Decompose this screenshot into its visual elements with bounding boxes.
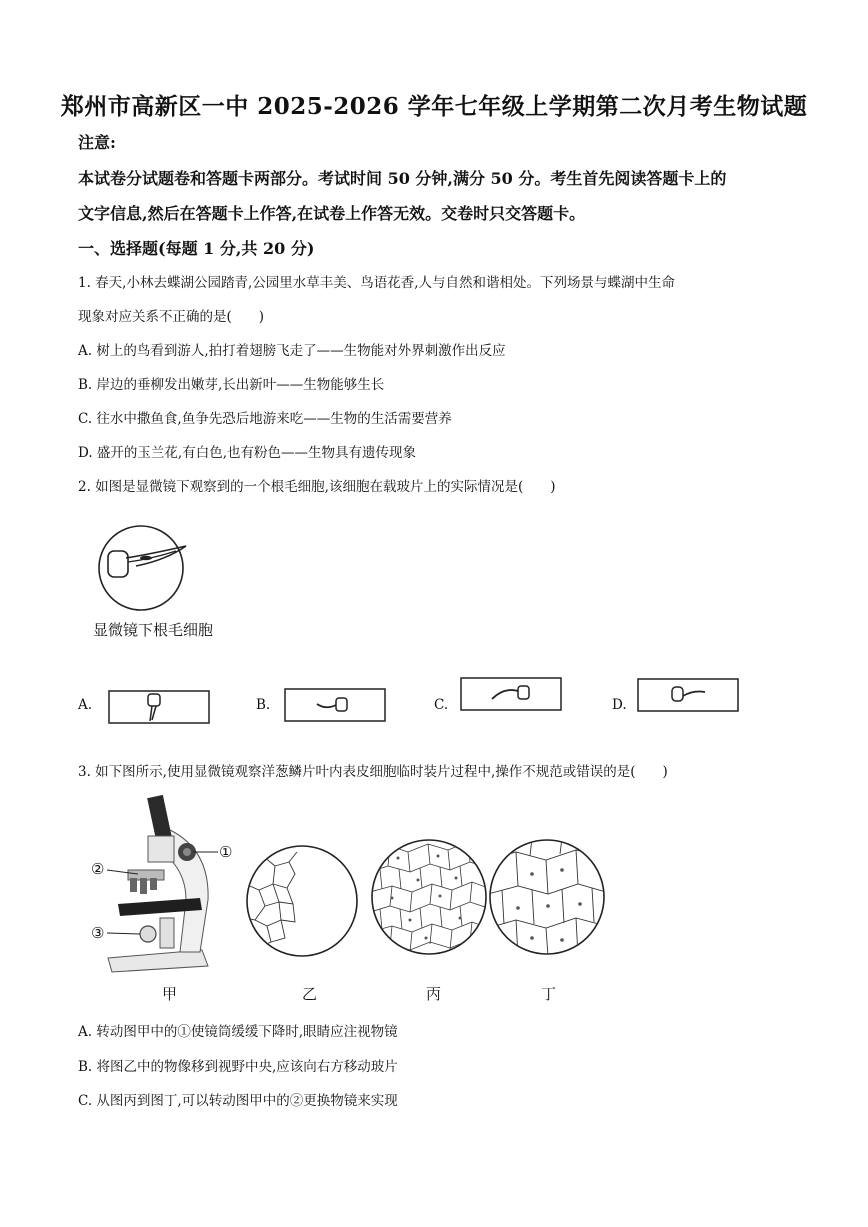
q2-option-a-figure: [108, 690, 210, 724]
section-heading: 一、选择题(每题 1 分,共 20 分): [78, 239, 315, 258]
notice-line-2: 文字信息,然后在答题卡上作答,在试卷上作答无效。交卷时只交答题卡。: [78, 204, 586, 223]
q2-option-b-label: B.: [256, 697, 271, 713]
view-ding-figure: [488, 838, 606, 956]
q2-option-c-label: C.: [434, 697, 449, 713]
q2-stem: 2. 如图是显微镜下观察到的一个根毛细胞,该细胞在载玻片上的实际情况是( ): [78, 479, 556, 495]
q1-option-d: D. 盛开的玉兰花,有白色,也有粉色——生物具有遗传现象: [78, 445, 417, 461]
label-ding: 丁: [541, 985, 557, 1003]
notice-heading: 注意:: [78, 133, 116, 152]
q2-option-d-label: D.: [612, 697, 627, 713]
marker-2: ②: [91, 860, 105, 878]
microscope-figure: [90, 790, 250, 980]
label-bing: 丙: [426, 985, 442, 1003]
q1-option-b: B. 岸边的垂柳发出嫩芽,长出新叶——生物能够生长: [78, 377, 385, 393]
q2-option-c-figure: [460, 677, 562, 711]
view-yi-figure: [245, 844, 359, 958]
q3-option-c: C. 从图丙到图丁,可以转动图甲中的②更换物镜来实现: [78, 1093, 398, 1109]
q3-option-b: B. 将图乙中的物像移到视野中央,应该向右方移动玻片: [78, 1059, 398, 1075]
label-jia: 甲: [162, 985, 178, 1003]
view-bing-figure: [370, 838, 488, 956]
q2-option-a-label: A.: [78, 697, 93, 713]
q2-option-b-figure: [284, 688, 386, 722]
q2-figure-caption: 显微镜下根毛细胞: [93, 621, 214, 639]
q3-option-a: A. 转动图甲中的①使镜筒缓缓下降时,眼睛应注视物镜: [78, 1024, 398, 1040]
root-hair-cell-figure: [96, 524, 196, 614]
q1-option-c: C. 往水中撒鱼食,鱼争先恐后地游来吃——生物的生活需要营养: [78, 411, 452, 427]
marker-3: ③: [91, 924, 105, 942]
q2-option-d-figure: [637, 678, 739, 712]
label-yi: 乙: [302, 985, 318, 1003]
notice-line-1: 本试卷分试题卷和答题卡两部分。考试时间 50 分钟,满分 50 分。考生首先阅读答题卡上的: [78, 169, 727, 188]
q1-option-a: A. 树上的鸟看到游人,拍打着翅膀飞走了——生物能对外界刺激作出反应: [78, 343, 506, 359]
q1-stem-line-1: 1. 春天,小林去蝶湖公园踏青,公园里水草丰美、鸟语花香,人与自然和谐相处。下列场景与蝶湖中生命: [78, 275, 676, 291]
page-title: 郑州市高新区一中 2025-2026 学年七年级上学期第二次月考生物试题: [60, 93, 808, 120]
marker-1: ①: [219, 843, 233, 861]
q3-stem: 3. 如下图所示,使用显微镜观察洋葱鳞片叶内表皮细胞临时装片过程中,操作不规范或错误的是( ): [78, 764, 668, 780]
q1-stem-line-2: 现象对应关系不正确的是( ): [78, 309, 265, 325]
